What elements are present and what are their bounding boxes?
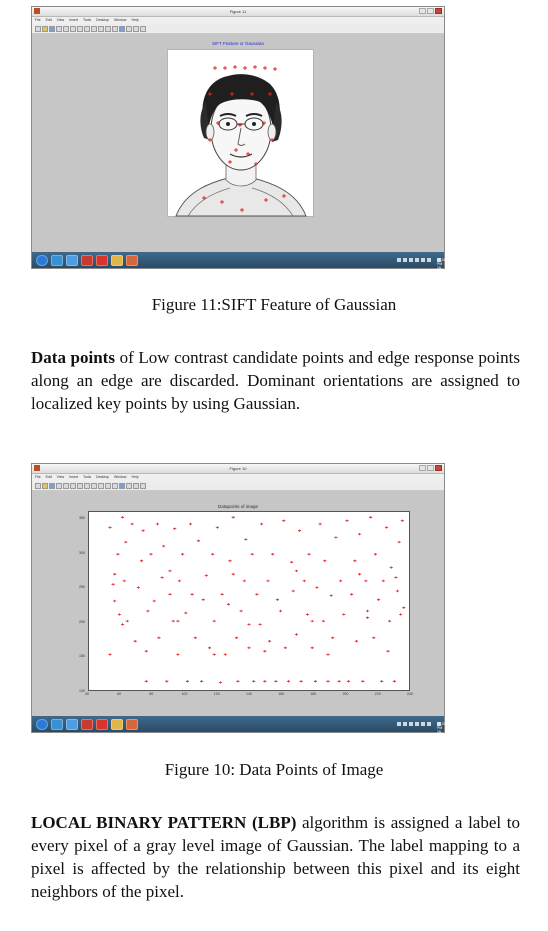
- data-point: [315, 586, 318, 588]
- figure-10-caption: Figure 10: Data Points of Image: [164, 760, 384, 779]
- face-image: [167, 49, 314, 217]
- data-point: [284, 647, 287, 649]
- data-point: [303, 580, 306, 582]
- data-point: [342, 613, 345, 615]
- pan-icon[interactable]: [84, 483, 90, 489]
- figure-toolbar: [32, 481, 444, 491]
- data-point: [145, 680, 148, 682]
- brush-icon[interactable]: [105, 26, 111, 32]
- media-player-icon[interactable]: [81, 255, 93, 266]
- data-point: [181, 553, 184, 555]
- window-controls: [419, 8, 442, 14]
- folder-icon[interactable]: [111, 255, 123, 266]
- hide-plot-tools-icon[interactable]: [133, 483, 139, 489]
- figure-11-screenshot: [31, 6, 446, 278]
- data-point: [350, 593, 353, 595]
- ie-browser-icon[interactable]: [51, 255, 63, 266]
- open-file-icon[interactable]: [42, 26, 48, 32]
- data-point: [287, 680, 290, 682]
- system-tray: [397, 258, 446, 278]
- data-point: [236, 680, 239, 682]
- data-point: [306, 613, 309, 615]
- data-point: [172, 620, 175, 622]
- data-point: [208, 647, 211, 649]
- pan-icon[interactable]: [84, 26, 90, 32]
- x-tick-label: 120: [213, 692, 220, 696]
- paragraph-lbp: [31, 811, 520, 903]
- data-point: [369, 516, 372, 518]
- x-tick-label: 80: [149, 692, 154, 696]
- data-point: [244, 538, 247, 540]
- data-point: [116, 553, 119, 555]
- data-point: [202, 599, 205, 601]
- menu-bar: [32, 474, 444, 481]
- data-point: [298, 530, 301, 532]
- window-titlebar: [32, 7, 444, 17]
- new-figure-icon[interactable]: [35, 26, 41, 32]
- data-point: [221, 593, 224, 595]
- data-point: [314, 680, 317, 682]
- pdf-reader-icon[interactable]: [96, 719, 108, 730]
- y-tick-label: 250: [79, 585, 85, 590]
- data-point: [247, 647, 250, 649]
- taskbar-clock[interactable]: [437, 258, 446, 278]
- data-point: [142, 530, 145, 532]
- menu-insert[interactable]: Insert: [69, 475, 78, 479]
- face-sketch-graphic: [168, 50, 313, 216]
- legend-icon[interactable]: [126, 483, 132, 489]
- maximize-button[interactable]: [427, 8, 434, 14]
- rotate-icon[interactable]: [91, 26, 97, 32]
- data-point: [194, 637, 197, 639]
- menu-bar: [32, 17, 444, 24]
- data-point: [388, 620, 391, 622]
- menu-window[interactable]: Window: [113, 18, 127, 22]
- zoom-in-icon[interactable]: [70, 26, 76, 32]
- matlab-taskbar-icon[interactable]: [126, 719, 138, 730]
- data-point: [377, 599, 380, 601]
- tray-icon[interactable]: [397, 258, 401, 262]
- skype-icon[interactable]: [66, 255, 78, 266]
- data-point: [330, 594, 333, 596]
- minimize-button[interactable]: [419, 465, 426, 471]
- window-title: Figure 10: [229, 466, 247, 471]
- data-point: [282, 520, 285, 522]
- x-tick-label: 240: [407, 692, 413, 696]
- data-point: [295, 633, 298, 635]
- pointer-icon[interactable]: [63, 26, 69, 32]
- data-point: [338, 680, 341, 682]
- data-point: [374, 553, 377, 555]
- window-titlebar: [32, 464, 444, 474]
- tray-icon[interactable]: [409, 722, 413, 726]
- zoom-out-icon[interactable]: [77, 26, 83, 32]
- menu-desktop[interactable]: Desktop: [96, 18, 109, 22]
- x-tick-label: 100: [181, 692, 188, 696]
- new-figure-icon[interactable]: [35, 483, 41, 489]
- data-point: [140, 560, 143, 562]
- link-icon[interactable]: [112, 26, 118, 32]
- paragraph-text: algorithm is assigned a label to every pixel of a gray level image of Gaussian. The label mapping to a pixel is affected by the relationship between this pixel and its eight neighbors of the pixel.: [31, 813, 520, 901]
- data-point: [295, 570, 298, 572]
- data-point: [173, 528, 176, 530]
- data-point: [145, 650, 148, 652]
- paragraph-text: of Low contrast candidate points and edge response points along an edge are discarded. Dominant orientations are assigned to localized key points by using Gaussian.: [31, 348, 520, 413]
- data-point: [251, 553, 254, 555]
- x-tick-label: 40: [85, 692, 89, 696]
- data-point: [366, 610, 369, 612]
- pdf-reader-icon[interactable]: [96, 255, 108, 266]
- data-point: [227, 603, 230, 605]
- x-tick-label: 220: [374, 692, 381, 696]
- data-point: [271, 553, 274, 555]
- menu-help[interactable]: Help: [131, 475, 139, 479]
- taskbar-clock[interactable]: [437, 722, 446, 742]
- data-point: [353, 560, 356, 562]
- clock-time: 11:23 PM: [437, 722, 446, 730]
- legend-icon[interactable]: [126, 26, 132, 32]
- data-point: [279, 610, 282, 612]
- data-point: [118, 613, 121, 615]
- data-point: [402, 607, 405, 609]
- data-point: [266, 580, 269, 582]
- menu-desktop[interactable]: Desktop: [96, 475, 109, 479]
- data-point: [358, 573, 361, 575]
- print-icon[interactable]: [56, 483, 62, 489]
- data-point: [292, 590, 295, 592]
- system-tray: [397, 722, 446, 742]
- data-point: [213, 620, 216, 622]
- data-point: [219, 681, 222, 683]
- show-plot-tools-icon[interactable]: [140, 483, 146, 489]
- data-point: [300, 680, 303, 682]
- tray-icon[interactable]: [427, 258, 431, 262]
- x-tick-label: 140: [246, 692, 252, 696]
- clock-date: 26-Nov-12: [437, 730, 445, 742]
- colorbar-icon[interactable]: [119, 483, 125, 489]
- matlab-taskbar-icon[interactable]: [126, 255, 138, 266]
- data-point: [307, 553, 310, 555]
- data-point: [259, 623, 262, 625]
- data-point: [126, 620, 129, 622]
- data-point: [326, 653, 329, 655]
- skype-icon[interactable]: [66, 719, 78, 730]
- data-point: [393, 680, 396, 682]
- tray-icon[interactable]: [421, 258, 425, 262]
- data-point: [168, 593, 171, 595]
- data-point: [386, 650, 389, 652]
- open-file-icon[interactable]: [42, 483, 48, 489]
- data-point: [189, 523, 192, 525]
- data-point: [255, 593, 258, 595]
- windows-taskbar: [32, 252, 446, 278]
- zoom-in-icon[interactable]: [70, 483, 76, 489]
- data-point: [339, 580, 342, 582]
- data-point: [345, 520, 348, 522]
- tray-icon[interactable]: [421, 722, 425, 726]
- menu-insert[interactable]: Insert: [69, 18, 78, 22]
- y-tick-label: 300: [79, 550, 85, 555]
- tray-icon[interactable]: [403, 258, 407, 262]
- close-button[interactable]: [435, 8, 442, 14]
- data-point: [121, 623, 124, 625]
- data-point: [232, 573, 235, 575]
- menu-edit[interactable]: Edit: [45, 18, 52, 22]
- hide-plot-tools-icon[interactable]: [133, 26, 139, 32]
- data-point: [401, 520, 404, 522]
- data-point: [364, 580, 367, 582]
- menu-tools[interactable]: Tools: [82, 18, 92, 22]
- plot-title: SIFT Feature or Gaussian: [212, 41, 264, 46]
- windows-taskbar: [32, 716, 446, 742]
- data-cursor-icon[interactable]: [98, 483, 104, 489]
- clock-date: 26-Nov-12: [437, 266, 445, 278]
- term-data-points: Data points: [31, 348, 115, 367]
- menu-window[interactable]: Window: [113, 475, 127, 479]
- data-point: [213, 653, 216, 655]
- data-point: [108, 526, 111, 528]
- save-icon[interactable]: [49, 483, 55, 489]
- data-point: [146, 610, 149, 612]
- data-point: [247, 623, 250, 625]
- figure-toolbar: [32, 24, 444, 34]
- y-tick-label: 150: [79, 654, 85, 659]
- data-point: [137, 586, 140, 588]
- menu-file[interactable]: File: [35, 475, 41, 479]
- data-point: [113, 600, 116, 602]
- y-tick-label: 100: [79, 689, 85, 693]
- x-tick-label: 60: [117, 692, 122, 696]
- data-point: [290, 561, 293, 563]
- data-point: [112, 583, 115, 585]
- menu-view[interactable]: View: [56, 475, 65, 479]
- y-tick-label: 350: [79, 515, 85, 520]
- data-point: [334, 536, 337, 538]
- data-point: [200, 680, 203, 682]
- print-icon[interactable]: [56, 26, 62, 32]
- data-point: [398, 541, 401, 543]
- x-tick-label: 160: [278, 692, 285, 696]
- colorbar-icon[interactable]: [119, 26, 125, 32]
- clock-time: 11:24 PM: [437, 258, 446, 266]
- maximize-button[interactable]: [427, 465, 434, 471]
- data-point: [396, 590, 399, 592]
- x-tick-label: 180: [310, 692, 317, 696]
- data-point: [205, 574, 208, 576]
- data-point: [197, 540, 200, 542]
- data-point: [361, 680, 364, 682]
- window-controls: [419, 465, 442, 471]
- tray-icon[interactable]: [415, 258, 419, 262]
- data-point: [191, 593, 194, 595]
- data-point: [228, 560, 231, 562]
- data-cursor-icon[interactable]: [98, 26, 104, 32]
- data-point: [240, 610, 243, 612]
- figure-11-caption: Figure 11:SIFT Feature of Gaussian: [151, 295, 397, 314]
- zoom-out-icon[interactable]: [77, 483, 83, 489]
- x-tick-label: 200: [342, 692, 349, 696]
- minimize-button[interactable]: [419, 8, 426, 14]
- data-point: [108, 653, 111, 655]
- data-point: [184, 612, 187, 614]
- menu-view[interactable]: View: [56, 18, 65, 22]
- data-point: [162, 545, 165, 547]
- data-point: [224, 653, 227, 655]
- data-point: [331, 637, 334, 639]
- data-point: [149, 553, 152, 555]
- data-point: [366, 617, 369, 619]
- pointer-icon[interactable]: [63, 483, 69, 489]
- tray-icon[interactable]: [403, 722, 407, 726]
- scatter-axes: [88, 511, 410, 691]
- start-orb-icon[interactable]: [36, 719, 48, 730]
- data-point: [382, 580, 385, 582]
- data-point: [235, 637, 238, 639]
- data-point: [176, 620, 179, 622]
- data-point: [156, 523, 159, 525]
- data-point: [186, 680, 189, 682]
- data-point: [232, 516, 235, 518]
- data-point: [276, 599, 279, 601]
- tray-icon[interactable]: [397, 722, 401, 726]
- data-point: [326, 680, 329, 682]
- data-point: [322, 620, 325, 622]
- ie-browser-icon[interactable]: [51, 719, 63, 730]
- data-point: [178, 580, 181, 582]
- rotate-icon[interactable]: [91, 483, 97, 489]
- data-point: [323, 560, 326, 562]
- data-point: [358, 533, 361, 535]
- figure-10-screenshot: [31, 463, 446, 742]
- data-point: [311, 647, 314, 649]
- data-point: [211, 553, 214, 555]
- data-point: [216, 526, 219, 528]
- media-player-icon[interactable]: [81, 719, 93, 730]
- data-point: [165, 680, 168, 682]
- data-point: [263, 650, 266, 652]
- data-point: [123, 580, 126, 582]
- data-point: [347, 680, 350, 682]
- data-point: [121, 516, 124, 518]
- tray-icon[interactable]: [415, 722, 419, 726]
- window-title: Figure 11: [229, 9, 247, 14]
- data-point: [134, 640, 137, 642]
- folder-icon[interactable]: [111, 719, 123, 730]
- y-tick-label: 200: [79, 619, 85, 624]
- scatter-plot: [89, 512, 409, 690]
- menu-help[interactable]: Help: [131, 18, 139, 22]
- save-icon[interactable]: [49, 26, 55, 32]
- data-point: [319, 523, 322, 525]
- data-point: [252, 680, 255, 682]
- data-point: [161, 576, 164, 578]
- menu-edit[interactable]: Edit: [45, 475, 52, 479]
- paragraph-data-points: [31, 346, 520, 415]
- data-point: [153, 600, 156, 602]
- data-point: [113, 573, 116, 575]
- data-point: [394, 576, 397, 578]
- data-point: [385, 526, 388, 528]
- link-icon[interactable]: [112, 483, 118, 489]
- brush-icon[interactable]: [105, 483, 111, 489]
- start-orb-icon[interactable]: [36, 255, 48, 266]
- data-point: [260, 523, 263, 525]
- data-point: [243, 580, 246, 582]
- tray-icon[interactable]: [409, 258, 413, 262]
- show-plot-tools-icon[interactable]: [140, 26, 146, 32]
- term-lbp: LOCAL BINARY PATTERN (LBP): [31, 813, 297, 832]
- data-point: [355, 640, 358, 642]
- data-point: [263, 680, 266, 682]
- data-point: [168, 570, 171, 572]
- data-point: [176, 653, 179, 655]
- data-point: [372, 637, 375, 639]
- menu-tools[interactable]: Tools: [82, 475, 92, 479]
- data-point: [380, 680, 383, 682]
- data-point: [157, 637, 160, 639]
- data-point: [274, 680, 277, 682]
- close-button[interactable]: [435, 465, 442, 471]
- data-point: [311, 620, 314, 622]
- plot-title: Datapoints of image: [217, 504, 259, 509]
- data-point: [268, 640, 271, 642]
- tray-icon[interactable]: [427, 722, 431, 726]
- data-point: [399, 613, 402, 615]
- data-point: [124, 541, 127, 543]
- data-point: [131, 523, 134, 525]
- data-point: [390, 566, 393, 568]
- menu-file[interactable]: File: [35, 18, 41, 22]
